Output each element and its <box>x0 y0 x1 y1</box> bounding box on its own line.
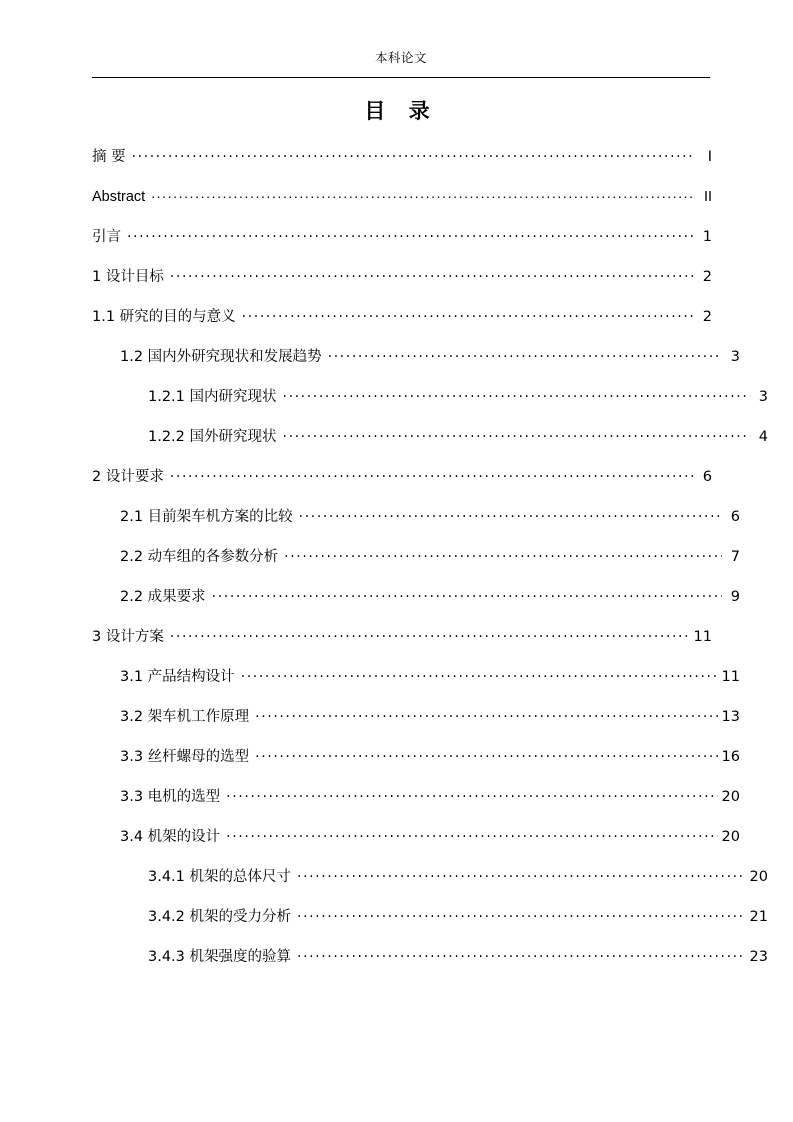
toc-leader-dots <box>255 706 717 721</box>
toc-entry-label: 摘 要 <box>92 148 126 165</box>
header-divider <box>92 77 710 78</box>
toc-entry-page-number: 21 <box>749 908 768 925</box>
toc-entry-page-number: 3 <box>730 348 740 365</box>
toc-entry-page-number: 2 <box>702 308 712 325</box>
toc-entry-label: Abstract <box>92 188 146 205</box>
running-header: 本科论文 <box>374 50 427 65</box>
toc-entry-page-number: 6 <box>702 468 712 485</box>
table-of-contents <box>92 135 768 975</box>
toc-entry-label: 引言 <box>92 228 121 245</box>
toc-entry-page-number: 23 <box>749 948 768 965</box>
toc-leader-dots <box>226 786 717 801</box>
toc-entry[interactable] <box>92 775 740 815</box>
toc-leader-dots <box>255 746 717 761</box>
toc-entry-label: 1.2.1 国内研究现状 <box>148 388 277 405</box>
toc-leader-dots <box>170 626 690 641</box>
toc-leader-dots <box>212 586 722 601</box>
toc-entry[interactable] <box>92 375 768 415</box>
toc-entry[interactable] <box>92 935 768 975</box>
toc-entry[interactable] <box>92 335 740 375</box>
toc-leader-dots <box>170 266 694 281</box>
toc-entry[interactable] <box>92 735 740 775</box>
toc-entry[interactable] <box>92 815 740 855</box>
toc-leader-dots <box>283 426 750 441</box>
toc-leader-dots <box>242 306 694 321</box>
toc-entry[interactable] <box>92 855 768 895</box>
toc-entry[interactable] <box>92 255 712 295</box>
toc-leader-dots <box>241 666 718 681</box>
toc-entry-label: 2.2 动车组的各参数分析 <box>120 548 279 565</box>
page-title: 目 录 <box>364 99 438 123</box>
toc-entry[interactable] <box>92 295 712 335</box>
toc-leader-dots <box>328 346 722 361</box>
toc-leader-dots <box>151 186 694 201</box>
toc-entry-label: 3.4.3 机架强度的验算 <box>148 948 292 965</box>
toc-leader-dots <box>299 506 722 521</box>
toc-entry[interactable] <box>92 415 768 455</box>
toc-entry-label: 3.4 机架的设计 <box>120 828 221 845</box>
toc-entry-page-number: 4 <box>758 428 768 445</box>
toc-entry-page-number: 16 <box>721 748 740 765</box>
toc-leader-dots <box>226 826 717 841</box>
toc-entry-label: 3.3 丝杆螺母的选型 <box>120 748 250 765</box>
toc-leader-dots <box>170 466 694 481</box>
toc-entry-page-number: 1 <box>702 228 712 245</box>
toc-entry-label: 2.2 成果要求 <box>120 588 206 605</box>
toc-entry-label: 2.1 目前架车机方案的比较 <box>120 508 293 525</box>
toc-entry[interactable] <box>92 135 712 175</box>
toc-entry-page-number: 20 <box>721 788 740 805</box>
toc-entry-page-number: I <box>707 148 712 165</box>
toc-entry-page-number: 11 <box>693 628 712 645</box>
toc-entry[interactable] <box>92 535 740 575</box>
toc-leader-dots <box>297 946 746 961</box>
toc-entry-page-number: 7 <box>730 548 740 565</box>
toc-entry-page-number: 2 <box>702 268 712 285</box>
toc-entry-label: 1.2 国内外研究现状和发展趋势 <box>120 348 322 365</box>
toc-entry[interactable] <box>92 575 740 615</box>
toc-entry[interactable] <box>92 655 740 695</box>
toc-entry[interactable] <box>92 175 712 215</box>
toc-entry[interactable] <box>92 615 712 655</box>
toc-entry-page-number: 11 <box>721 668 740 685</box>
toc-entry-page-number: 20 <box>749 868 768 885</box>
toc-entry-page-number: 6 <box>730 508 740 525</box>
toc-leader-dots <box>297 866 746 881</box>
toc-entry[interactable] <box>92 695 740 735</box>
toc-entry-label: 1.2.2 国外研究现状 <box>148 428 277 445</box>
toc-entry-label: 3.2 架车机工作原理 <box>120 708 250 725</box>
toc-entry-label: 3.3 电机的选型 <box>120 788 221 805</box>
toc-entry-label: 1.1 研究的目的与意义 <box>92 308 236 325</box>
toc-leader-dots <box>127 226 694 241</box>
toc-leader-dots <box>284 546 722 561</box>
toc-entry-page-number: 9 <box>730 588 740 605</box>
toc-entry-label: 2 设计要求 <box>92 468 164 485</box>
toc-entry-label: 1 设计目标 <box>92 268 164 285</box>
toc-leader-dots <box>132 146 694 161</box>
toc-entry[interactable] <box>92 895 768 935</box>
toc-entry[interactable] <box>92 495 740 535</box>
toc-entry-page-number: 13 <box>721 708 740 725</box>
toc-entry-page-number: 20 <box>721 828 740 845</box>
toc-leader-dots <box>297 906 746 921</box>
toc-entry-page-number: 3 <box>758 388 768 405</box>
toc-leader-dots <box>283 386 750 401</box>
toc-entry[interactable] <box>92 215 712 255</box>
toc-entry-label: 3.4.1 机架的总体尺寸 <box>148 868 292 885</box>
toc-entry[interactable] <box>92 455 712 495</box>
toc-entry-label: 3.4.2 机架的受力分析 <box>148 908 292 925</box>
toc-entry-page-number: II <box>703 188 712 205</box>
toc-entry-label: 3.1 产品结构设计 <box>120 668 235 685</box>
toc-entry-label: 3 设计方案 <box>92 628 164 645</box>
